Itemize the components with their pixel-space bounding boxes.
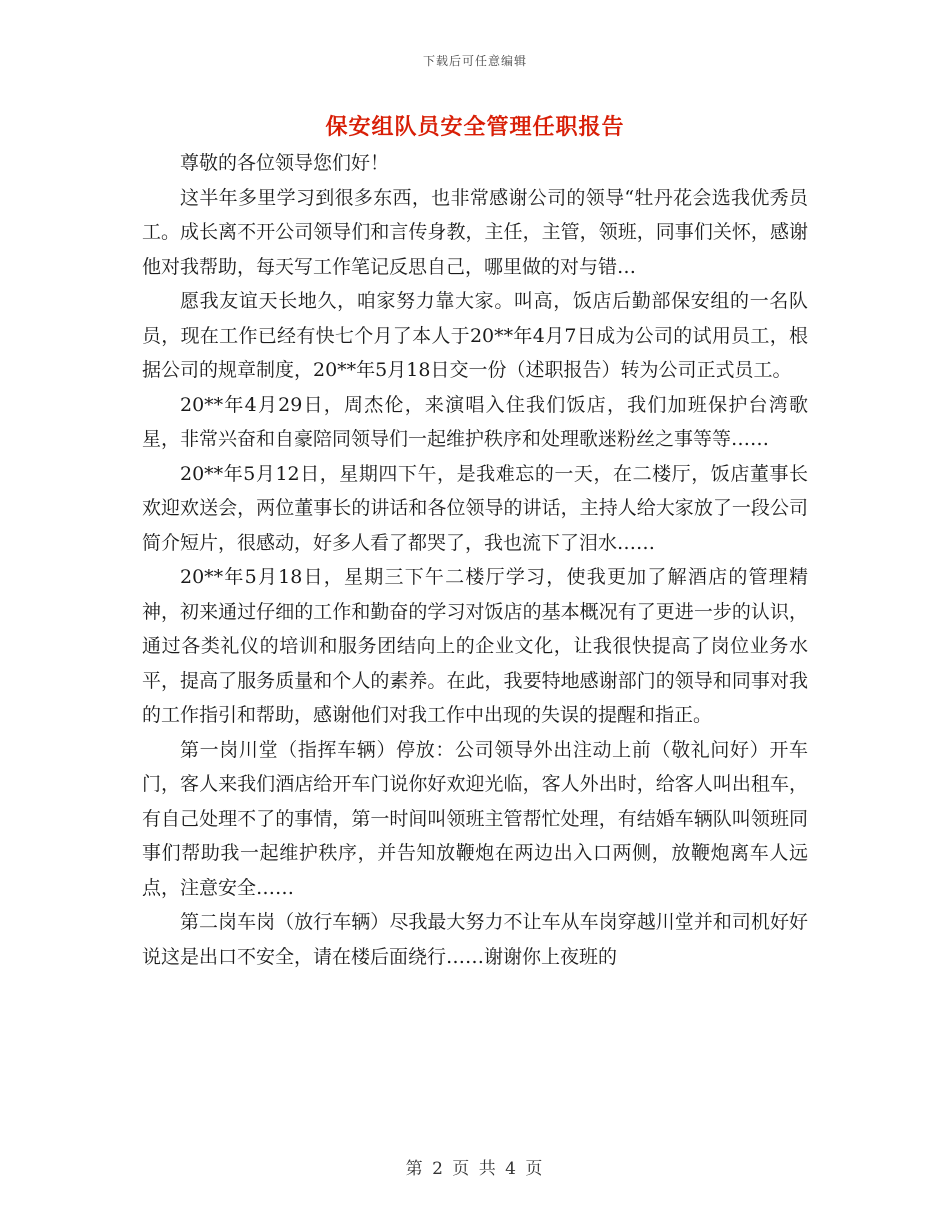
paragraph: 第二岗车岗（放行车辆）尽我最大努力不让车从车岗穿越川堂并和司机好好说这是出口不安全，请在楼后面绕行……谢谢你上夜班的: [142, 911, 808, 968]
document-body: [142, 146, 808, 974]
paragraph: 第一岗川堂（指挥车辆）停放：公司领导外出注动上前（敬礼问好）开车门，客人来我们酒店给开车门说你好欢迎光临，客人外出时，给客人叫出租车，有自己处理不了的事情，第一时间叫领班主管帮忙处理，有结婚车辆队叫领班同事们帮助我一起维护秩序，并告知放鞭炮在两边出入口两侧，放鞭炮离车人远点，注意安全……: [142, 738, 808, 899]
page-number: 第 2 页 共 4 页: [405, 1159, 545, 1179]
paragraph: 20**年5月12日，星期四下午，是我难忘的一天，在二楼厅，饭店董事长欢迎欢送会，两位董事长的讲话和各位领导的讲话，主持人给大家放了一段公司简介短片，很感动，好多人看了都哭了，我也流下了泪水……: [142, 462, 808, 554]
paragraph: 20**年5月18日，星期三下午二楼厅学习，使我更加了解酒店的管理精神，初来通过仔细的工作和勤奋的学习对饭店的基本概况有了更进一步的认识，通过各类礼仪的培训和服务团结向上的企业文化，让我很快提高了岗位业务水平，提高了服务质量和个人的素养。在此，我要特地感谢部门的领导和同事对我的工作指引和帮助，感谢他们对我工作中出现的失误的提醒和指正。: [142, 566, 808, 726]
paragraph: 20**年4月29日，周杰伦，来演唱入住我们饭店，我们加班保护台湾歌星，非常兴奋和自豪陪同领导们一起维护秩序和处理歌迷粉丝之事等等……: [142, 393, 808, 450]
paragraph: 愿我友谊天长地久，咱家努力靠大家。叫高，饭店后勤部保安组的一名队员，现在工作已经有快七个月了本人于20**年4月7日成为公司的试用员工，根据公司的规章制度，20**年5月18日交一份（述职报告）转为公司正式员工。: [142, 290, 808, 381]
paragraph: 这半年多里学习到很多东西，也非常感谢公司的领导“牡丹花会选我优秀员工。成长离不开公司领导们和言传身教，主任，主管，领班，同事们关怀，感谢他对我帮助，每天写工作笔记反思自己，哪里做的对与错…: [142, 186, 808, 278]
document-title: 保安组队员安全管理任职报告: [325, 114, 625, 140]
header-note: 下载后可任意编辑: [422, 54, 527, 68]
paragraph-greeting: 尊敬的各位领导您们好！: [180, 152, 390, 174]
